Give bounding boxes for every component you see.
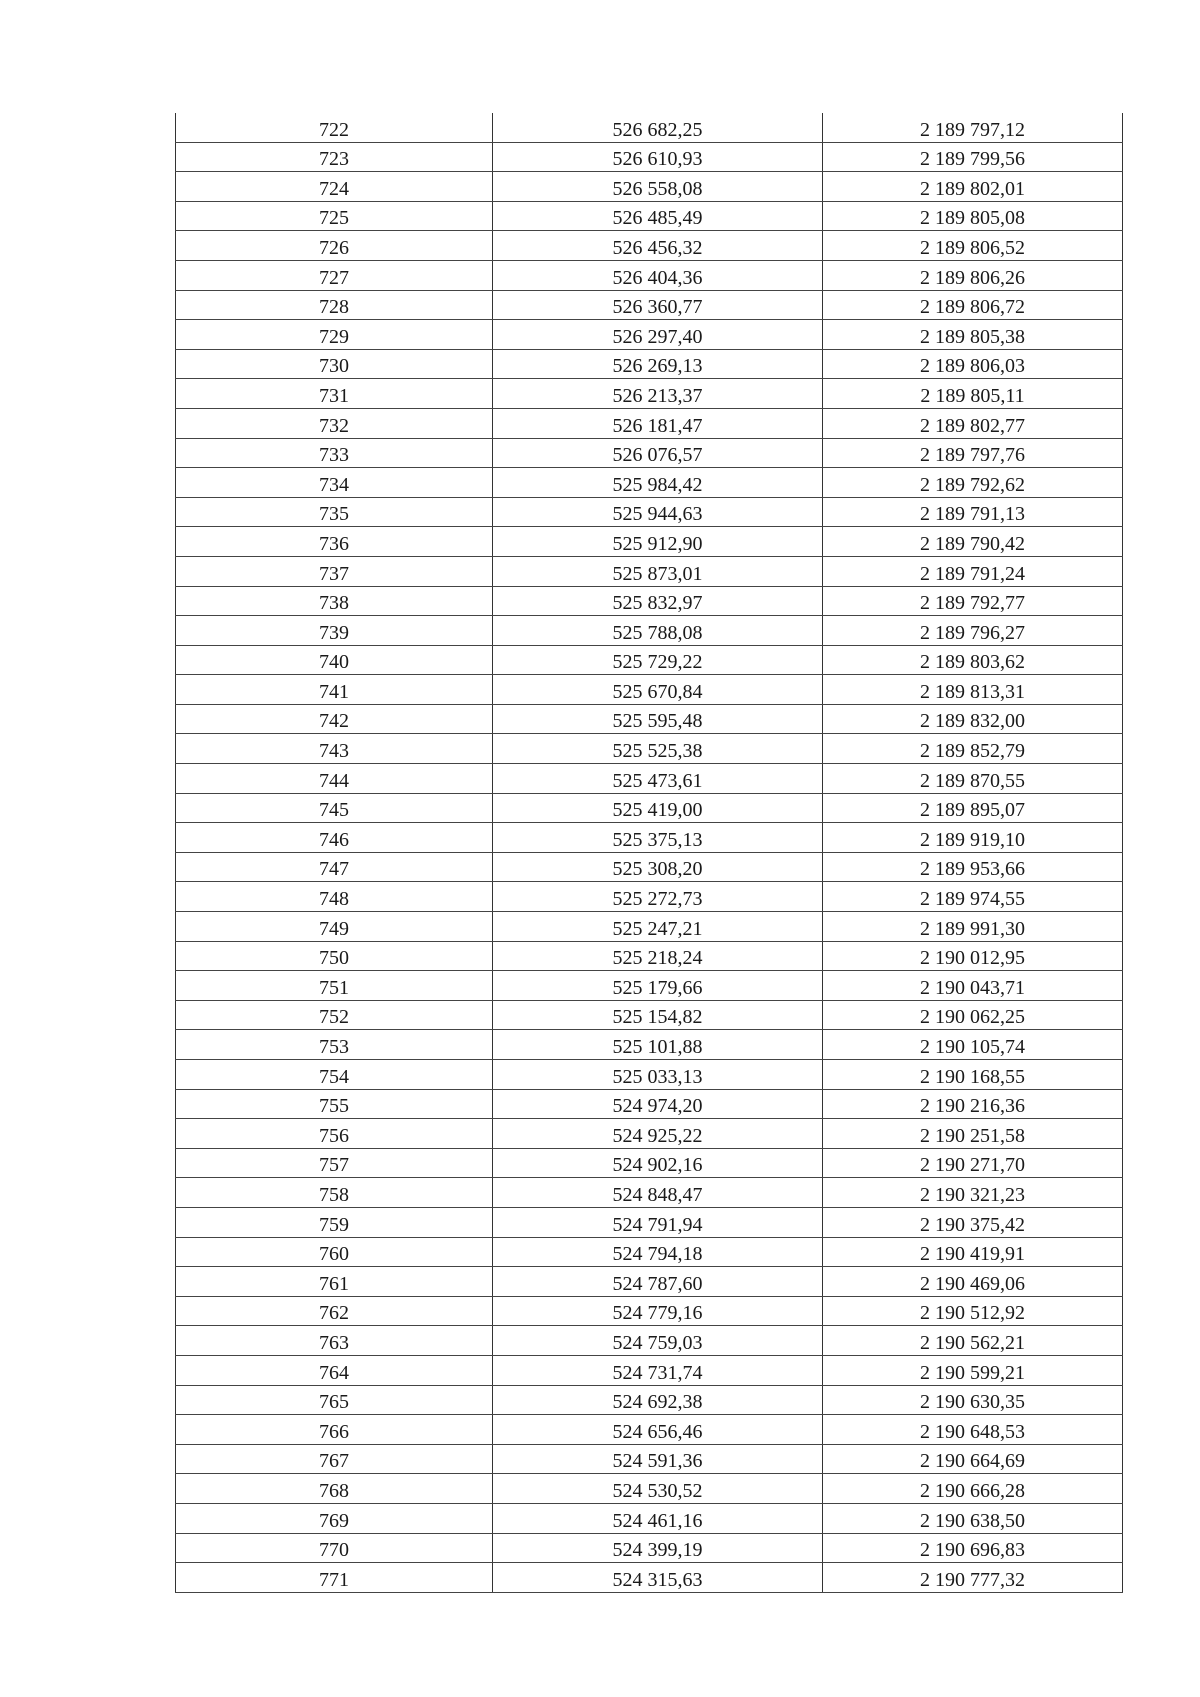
- x-coordinate-cell: 525 218,24: [493, 941, 823, 971]
- y-coordinate-cell: 2 189 832,00: [823, 704, 1123, 734]
- y-coordinate-cell: 2 189 953,66: [823, 852, 1123, 882]
- x-coordinate-cell: 525 912,90: [493, 527, 823, 557]
- y-coordinate-cell: 2 190 321,23: [823, 1178, 1123, 1208]
- y-coordinate-cell: 2 190 375,42: [823, 1207, 1123, 1237]
- point-number-cell: 751: [176, 971, 493, 1001]
- x-coordinate-cell: 526 297,40: [493, 320, 823, 350]
- y-coordinate-cell: 2 190 512,92: [823, 1296, 1123, 1326]
- y-coordinate-cell: 2 190 251,58: [823, 1119, 1123, 1149]
- point-number-cell: 747: [176, 852, 493, 882]
- y-coordinate-cell: 2 190 666,28: [823, 1474, 1123, 1504]
- y-coordinate-cell: 2 190 469,06: [823, 1267, 1123, 1297]
- y-coordinate-cell: 2 189 791,24: [823, 556, 1123, 586]
- y-coordinate-cell: 2 189 790,42: [823, 527, 1123, 557]
- point-number-cell: 743: [176, 734, 493, 764]
- y-coordinate-cell: 2 190 599,21: [823, 1355, 1123, 1385]
- point-number-cell: 761: [176, 1267, 493, 1297]
- point-number-cell: 724: [176, 172, 493, 202]
- y-coordinate-cell: 2 190 777,32: [823, 1563, 1123, 1593]
- point-number-cell: 741: [176, 675, 493, 705]
- table-row: [176, 1533, 1123, 1563]
- x-coordinate-cell: 525 670,84: [493, 675, 823, 705]
- y-coordinate-cell: 2 189 796,27: [823, 616, 1123, 646]
- point-number-cell: 758: [176, 1178, 493, 1208]
- point-number-cell: 722: [176, 113, 493, 142]
- table-row: [176, 793, 1123, 823]
- point-number-cell: 769: [176, 1503, 493, 1533]
- y-coordinate-cell: 2 189 791,13: [823, 497, 1123, 527]
- x-coordinate-cell: 525 033,13: [493, 1060, 823, 1090]
- point-number-cell: 723: [176, 142, 493, 172]
- table-row: [176, 113, 1123, 142]
- table-row: [176, 1355, 1123, 1385]
- y-coordinate-cell: 2 189 870,55: [823, 764, 1123, 794]
- point-number-cell: 730: [176, 349, 493, 379]
- point-number-cell: 729: [176, 320, 493, 350]
- table-row: [176, 497, 1123, 527]
- x-coordinate-cell: 526 181,47: [493, 408, 823, 438]
- point-number-cell: 726: [176, 231, 493, 261]
- point-number-cell: 765: [176, 1385, 493, 1415]
- point-number-cell: 756: [176, 1119, 493, 1149]
- point-number-cell: 770: [176, 1533, 493, 1563]
- y-coordinate-cell: 2 189 919,10: [823, 823, 1123, 853]
- x-coordinate-cell: 524 591,36: [493, 1444, 823, 1474]
- x-coordinate-cell: 525 154,82: [493, 1000, 823, 1030]
- y-coordinate-cell: 2 189 799,56: [823, 142, 1123, 172]
- table-row: [176, 1563, 1123, 1593]
- point-number-cell: 731: [176, 379, 493, 409]
- table-row: [176, 1326, 1123, 1356]
- x-coordinate-cell: 525 729,22: [493, 645, 823, 675]
- point-number-cell: 767: [176, 1444, 493, 1474]
- table-row: [176, 852, 1123, 882]
- point-number-cell: 738: [176, 586, 493, 616]
- point-number-cell: 739: [176, 616, 493, 646]
- x-coordinate-cell: 525 247,21: [493, 912, 823, 942]
- point-number-cell: 766: [176, 1415, 493, 1445]
- table-row: [176, 320, 1123, 350]
- x-coordinate-cell: 526 213,37: [493, 379, 823, 409]
- table-row: [176, 645, 1123, 675]
- x-coordinate-cell: 525 308,20: [493, 852, 823, 882]
- x-coordinate-cell: 526 076,57: [493, 438, 823, 468]
- coordinates-table-body: [176, 113, 1123, 1592]
- x-coordinate-cell: 525 375,13: [493, 823, 823, 853]
- x-coordinate-cell: 526 456,32: [493, 231, 823, 261]
- x-coordinate-cell: 524 656,46: [493, 1415, 823, 1445]
- y-coordinate-cell: 2 189 802,77: [823, 408, 1123, 438]
- x-coordinate-cell: 526 558,08: [493, 172, 823, 202]
- y-coordinate-cell: 2 189 806,52: [823, 231, 1123, 261]
- y-coordinate-cell: 2 190 105,74: [823, 1030, 1123, 1060]
- table-row: [176, 438, 1123, 468]
- y-coordinate-cell: 2 190 216,36: [823, 1089, 1123, 1119]
- table-row: [176, 201, 1123, 231]
- table-row: [176, 1000, 1123, 1030]
- table-row: [176, 556, 1123, 586]
- point-number-cell: 754: [176, 1060, 493, 1090]
- y-coordinate-cell: 2 190 062,25: [823, 1000, 1123, 1030]
- point-number-cell: 750: [176, 941, 493, 971]
- table-row: [176, 1207, 1123, 1237]
- table-row: [176, 1237, 1123, 1267]
- x-coordinate-cell: 524 530,52: [493, 1474, 823, 1504]
- y-coordinate-cell: 2 190 562,21: [823, 1326, 1123, 1356]
- y-coordinate-cell: 2 190 630,35: [823, 1385, 1123, 1415]
- x-coordinate-cell: 524 848,47: [493, 1178, 823, 1208]
- point-number-cell: 735: [176, 497, 493, 527]
- table-row: [176, 1178, 1123, 1208]
- point-number-cell: 760: [176, 1237, 493, 1267]
- table-row: [176, 616, 1123, 646]
- table-row: [176, 704, 1123, 734]
- table-row: [176, 764, 1123, 794]
- y-coordinate-cell: 2 189 803,62: [823, 645, 1123, 675]
- point-number-cell: 742: [176, 704, 493, 734]
- table-row: [176, 1385, 1123, 1415]
- x-coordinate-cell: 525 873,01: [493, 556, 823, 586]
- point-number-cell: 768: [176, 1474, 493, 1504]
- x-coordinate-cell: 525 832,97: [493, 586, 823, 616]
- point-number-cell: 749: [176, 912, 493, 942]
- y-coordinate-cell: 2 190 012,95: [823, 941, 1123, 971]
- table-row: [176, 260, 1123, 290]
- table-row: [176, 1444, 1123, 1474]
- point-number-cell: 746: [176, 823, 493, 853]
- table-row: [176, 1474, 1123, 1504]
- point-number-cell: 755: [176, 1089, 493, 1119]
- y-coordinate-cell: 2 190 419,91: [823, 1237, 1123, 1267]
- x-coordinate-cell: 524 731,74: [493, 1355, 823, 1385]
- point-number-cell: 733: [176, 438, 493, 468]
- y-coordinate-cell: 2 189 805,38: [823, 320, 1123, 350]
- table-row: [176, 912, 1123, 942]
- point-number-cell: 728: [176, 290, 493, 320]
- x-coordinate-cell: 524 779,16: [493, 1296, 823, 1326]
- y-coordinate-cell: 2 189 806,03: [823, 349, 1123, 379]
- x-coordinate-cell: 526 360,77: [493, 290, 823, 320]
- point-number-cell: 771: [176, 1563, 493, 1593]
- point-number-cell: 763: [176, 1326, 493, 1356]
- x-coordinate-cell: 526 269,13: [493, 349, 823, 379]
- y-coordinate-cell: 2 190 168,55: [823, 1060, 1123, 1090]
- x-coordinate-cell: 524 925,22: [493, 1119, 823, 1149]
- point-number-cell: 764: [176, 1355, 493, 1385]
- point-number-cell: 734: [176, 468, 493, 498]
- x-coordinate-cell: 525 595,48: [493, 704, 823, 734]
- table-row: [176, 527, 1123, 557]
- table-row: [176, 1415, 1123, 1445]
- x-coordinate-cell: 525 179,66: [493, 971, 823, 1001]
- x-coordinate-cell: 526 485,49: [493, 201, 823, 231]
- table-row: [176, 290, 1123, 320]
- table-row: [176, 231, 1123, 261]
- y-coordinate-cell: 2 189 805,11: [823, 379, 1123, 409]
- table-row: [176, 971, 1123, 1001]
- point-number-cell: 736: [176, 527, 493, 557]
- table-row: [176, 1148, 1123, 1178]
- table-row: [176, 734, 1123, 764]
- table-row: [176, 142, 1123, 172]
- x-coordinate-cell: 525 101,88: [493, 1030, 823, 1060]
- x-coordinate-cell: 525 525,38: [493, 734, 823, 764]
- y-coordinate-cell: 2 189 895,07: [823, 793, 1123, 823]
- x-coordinate-cell: 524 794,18: [493, 1237, 823, 1267]
- x-coordinate-cell: 524 787,60: [493, 1267, 823, 1297]
- table-row: [176, 468, 1123, 498]
- table-row: [176, 882, 1123, 912]
- y-coordinate-cell: 2 190 271,70: [823, 1148, 1123, 1178]
- point-number-cell: 753: [176, 1030, 493, 1060]
- y-coordinate-cell: 2 190 696,83: [823, 1533, 1123, 1563]
- y-coordinate-cell: 2 189 792,77: [823, 586, 1123, 616]
- table-row: [176, 1296, 1123, 1326]
- y-coordinate-cell: 2 189 813,31: [823, 675, 1123, 705]
- coordinates-table: [175, 113, 1123, 1593]
- table-row: [176, 349, 1123, 379]
- table-row: [176, 1060, 1123, 1090]
- point-number-cell: 740: [176, 645, 493, 675]
- y-coordinate-cell: 2 189 852,79: [823, 734, 1123, 764]
- x-coordinate-cell: 524 399,19: [493, 1533, 823, 1563]
- y-coordinate-cell: 2 189 797,76: [823, 438, 1123, 468]
- table-row: [176, 1089, 1123, 1119]
- x-coordinate-cell: 524 902,16: [493, 1148, 823, 1178]
- x-coordinate-cell: 524 461,16: [493, 1503, 823, 1533]
- x-coordinate-cell: 524 759,03: [493, 1326, 823, 1356]
- y-coordinate-cell: 2 190 664,69: [823, 1444, 1123, 1474]
- point-number-cell: 725: [176, 201, 493, 231]
- table-row: [176, 1503, 1123, 1533]
- y-coordinate-cell: 2 189 805,08: [823, 201, 1123, 231]
- x-coordinate-cell: 524 974,20: [493, 1089, 823, 1119]
- point-number-cell: 737: [176, 556, 493, 586]
- x-coordinate-cell: 526 610,93: [493, 142, 823, 172]
- x-coordinate-cell: 525 473,61: [493, 764, 823, 794]
- table-row: [176, 586, 1123, 616]
- x-coordinate-cell: 525 788,08: [493, 616, 823, 646]
- x-coordinate-cell: 524 692,38: [493, 1385, 823, 1415]
- x-coordinate-cell: 526 404,36: [493, 260, 823, 290]
- x-coordinate-cell: 525 944,63: [493, 497, 823, 527]
- point-number-cell: 744: [176, 764, 493, 794]
- y-coordinate-cell: 2 189 802,01: [823, 172, 1123, 202]
- table-row: [176, 941, 1123, 971]
- table-row: [176, 379, 1123, 409]
- y-coordinate-cell: 2 189 806,26: [823, 260, 1123, 290]
- y-coordinate-cell: 2 190 043,71: [823, 971, 1123, 1001]
- y-coordinate-cell: 2 190 638,50: [823, 1503, 1123, 1533]
- point-number-cell: 732: [176, 408, 493, 438]
- table-row: [176, 408, 1123, 438]
- point-number-cell: 745: [176, 793, 493, 823]
- y-coordinate-cell: 2 190 648,53: [823, 1415, 1123, 1445]
- x-coordinate-cell: 526 682,25: [493, 113, 823, 142]
- y-coordinate-cell: 2 189 792,62: [823, 468, 1123, 498]
- point-number-cell: 727: [176, 260, 493, 290]
- x-coordinate-cell: 525 984,42: [493, 468, 823, 498]
- y-coordinate-cell: 2 189 991,30: [823, 912, 1123, 942]
- table-row: [176, 675, 1123, 705]
- table-row: [176, 1030, 1123, 1060]
- y-coordinate-cell: 2 189 806,72: [823, 290, 1123, 320]
- table-row: [176, 172, 1123, 202]
- table-row: [176, 1119, 1123, 1149]
- point-number-cell: 748: [176, 882, 493, 912]
- point-number-cell: 759: [176, 1207, 493, 1237]
- point-number-cell: 762: [176, 1296, 493, 1326]
- y-coordinate-cell: 2 189 797,12: [823, 113, 1123, 142]
- point-number-cell: 757: [176, 1148, 493, 1178]
- point-number-cell: 752: [176, 1000, 493, 1030]
- x-coordinate-cell: 525 419,00: [493, 793, 823, 823]
- x-coordinate-cell: 524 315,63: [493, 1563, 823, 1593]
- y-coordinate-cell: 2 189 974,55: [823, 882, 1123, 912]
- table-row: [176, 1267, 1123, 1297]
- table-row: [176, 823, 1123, 853]
- x-coordinate-cell: 525 272,73: [493, 882, 823, 912]
- x-coordinate-cell: 524 791,94: [493, 1207, 823, 1237]
